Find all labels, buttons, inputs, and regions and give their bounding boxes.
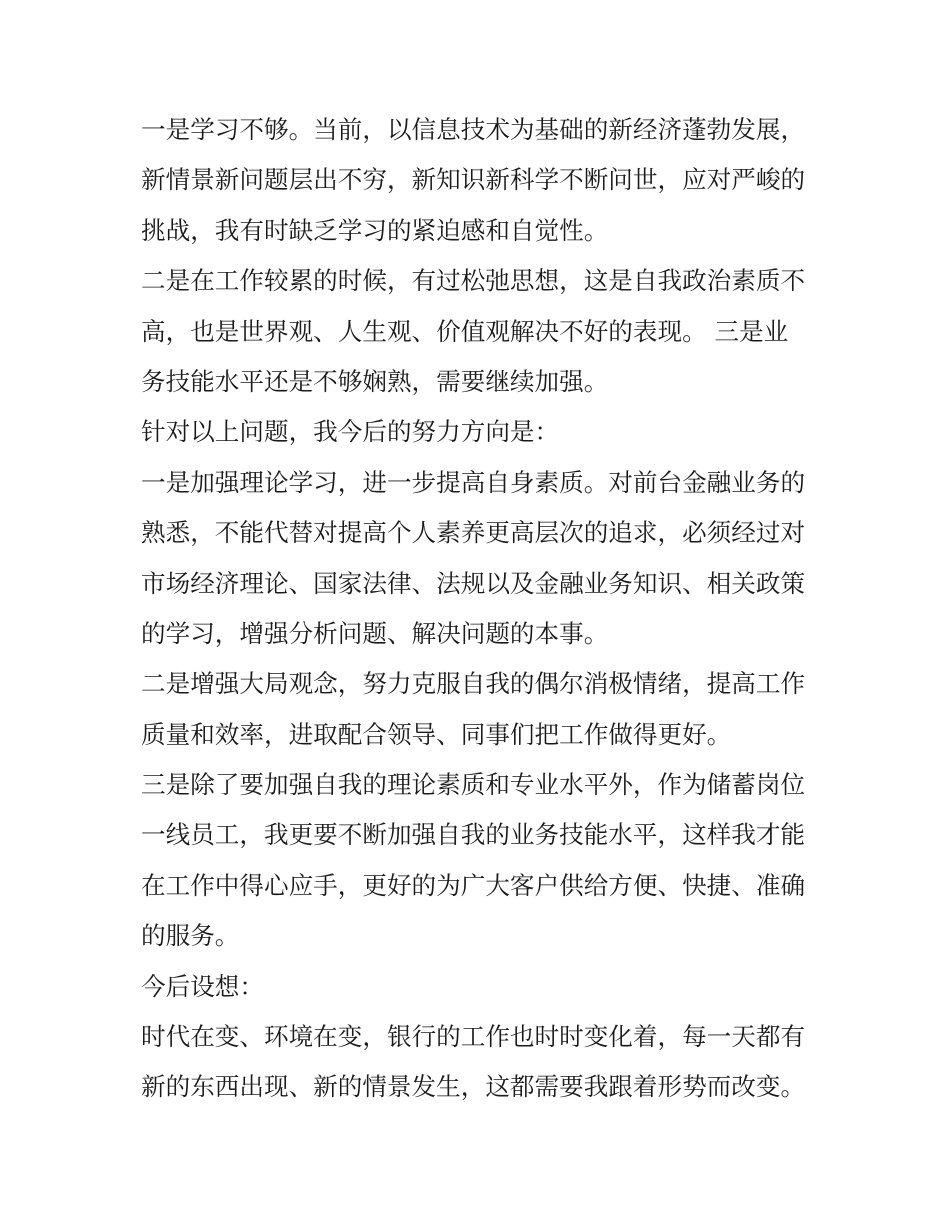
- paragraph-changing-times: [141, 1012, 821, 1113]
- text-line: 熟悉，不能代替对提高个人素养更高层次的追求，必须经过对: [141, 518, 806, 548]
- text-line: 挑战，我有时缺乏学习的紧迫感和自觉性。: [141, 215, 609, 245]
- text-line: 务技能水平还是不够娴熟，需要继续加强。: [141, 366, 609, 396]
- paragraph-business-skills: [141, 760, 821, 962]
- text-line: 三是除了要加强自我的理论素质和专业水平外，作为储蓄岗位: [141, 770, 806, 800]
- text-line: 时代在变、环境在变，银行的工作也时时变化着，每一天都有: [141, 1022, 806, 1052]
- text-line: 高，也是世界观、人生观、价值观解决不好的表现。 三是业: [141, 316, 789, 346]
- paragraph-big-picture: [141, 659, 821, 760]
- text-line: 一线员工，我更要不断加强自我的业务技能水平，这样我才能: [141, 820, 806, 850]
- paragraph-relaxed-thinking: [141, 256, 821, 407]
- paragraph-future-plans-heading: [141, 962, 821, 1012]
- text-line: 一是加强理论学习，进一步提高自身素质。对前台金融业务的: [141, 467, 806, 497]
- paragraph-improvement-direction-heading: [141, 407, 821, 457]
- text-line: 在工作中得心应手，更好的为广大客户供给方便、快捷、准确: [141, 870, 806, 900]
- text-line: 市场经济理论、国家法律、法规以及金融业务知识、相关政策: [141, 568, 806, 598]
- document-body: [141, 105, 821, 1113]
- text-line: 今后设想：: [141, 971, 264, 1001]
- text-line: 新情景新问题层出不穷，新知识新科学不断问世，应对严峻的: [141, 165, 806, 195]
- paragraph-learning-insufficient: [141, 105, 821, 256]
- text-line: 二是增强大局观念，努力克服自我的偶尔消极情绪，提高工作: [141, 669, 806, 699]
- text-line: 二是在工作较累的时候，有过松弛思想，这是自我政治素质不: [141, 266, 806, 296]
- text-line: 的学习，增强分析问题、解决问题的本事。: [141, 618, 609, 648]
- text-line: 新的东西出现、新的情景发生，这都需要我跟着形势而改变。: [141, 1072, 806, 1102]
- text-line: 的服务。: [141, 921, 240, 951]
- text-line: 一是学习不够。当前，以信息技术为基础的新经济蓬勃发展，: [141, 115, 806, 144]
- text-line: 质量和效率，进取配合领导、同事们把工作做得更好。: [141, 719, 732, 749]
- paragraph-strengthen-theory: [141, 458, 821, 660]
- text-line: 针对以上问题，我今后的努力方向是：: [141, 417, 560, 447]
